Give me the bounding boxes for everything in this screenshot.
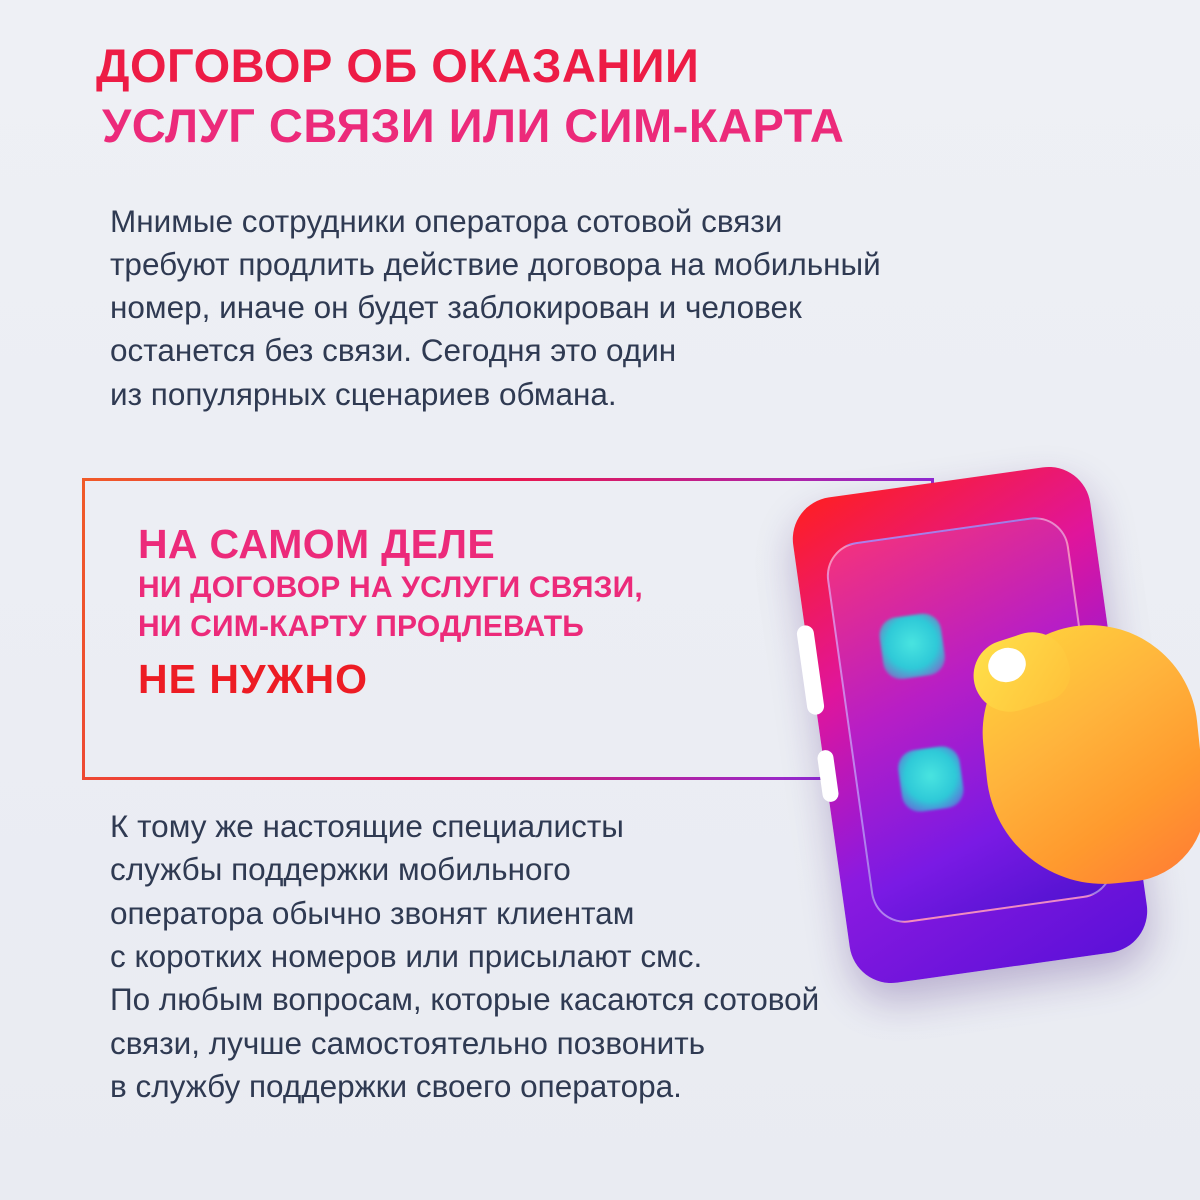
- intro-line: номер, иначе он будет заблокирован и человек: [110, 289, 802, 326]
- callout-subline-1: НИ ДОГОВОР НА УСЛУГИ СВЯЗИ,: [138, 570, 643, 604]
- outro-line: связи, лучше самостоятельно позвонить: [110, 1024, 706, 1061]
- intro-line: требуют продлить действие договора на мобильный: [110, 246, 881, 283]
- intro-line: Мнимые сотрудники оператора сотовой связи: [110, 203, 783, 239]
- callout-subline-2: НИ СИМ-КАРТУ ПРОДЛЕВАТЬ: [138, 609, 585, 643]
- callout-headline: НА САМОМ ДЕЛЕ: [138, 521, 495, 567]
- outro-line: в службу поддержки своего оператора.: [110, 1067, 682, 1104]
- outro-paragraph: [110, 805, 1110, 1108]
- intro-line: из популярных сценариев обмана.: [110, 375, 617, 412]
- app-tile-icon: [877, 611, 947, 681]
- title-line-2: УСЛУГ СВЯЗИ ИЛИ СИМ-КАРТА: [102, 99, 845, 153]
- outro-line: К тому же настоящие специалисты: [110, 808, 624, 844]
- intro-line: останется без связи. Сегодня это один: [110, 332, 677, 369]
- page-title: [96, 36, 1106, 156]
- callout-content: [138, 522, 838, 705]
- title-line-1: ДОГОВОР ОБ ОКАЗАНИИ: [96, 39, 700, 92]
- outro-line: оператора обычно звонят клиентам: [110, 894, 635, 931]
- callout-emphasis: НЕ НУЖНО: [138, 655, 369, 702]
- outro-line: службы поддержки мобильного: [110, 851, 571, 888]
- outro-line: По любым вопросам, которые касаются сотовой: [110, 981, 820, 1018]
- app-tile-icon: [896, 744, 966, 814]
- outro-line: с коротких номеров или присылают смс.: [110, 937, 703, 974]
- intro-paragraph: [110, 200, 1130, 416]
